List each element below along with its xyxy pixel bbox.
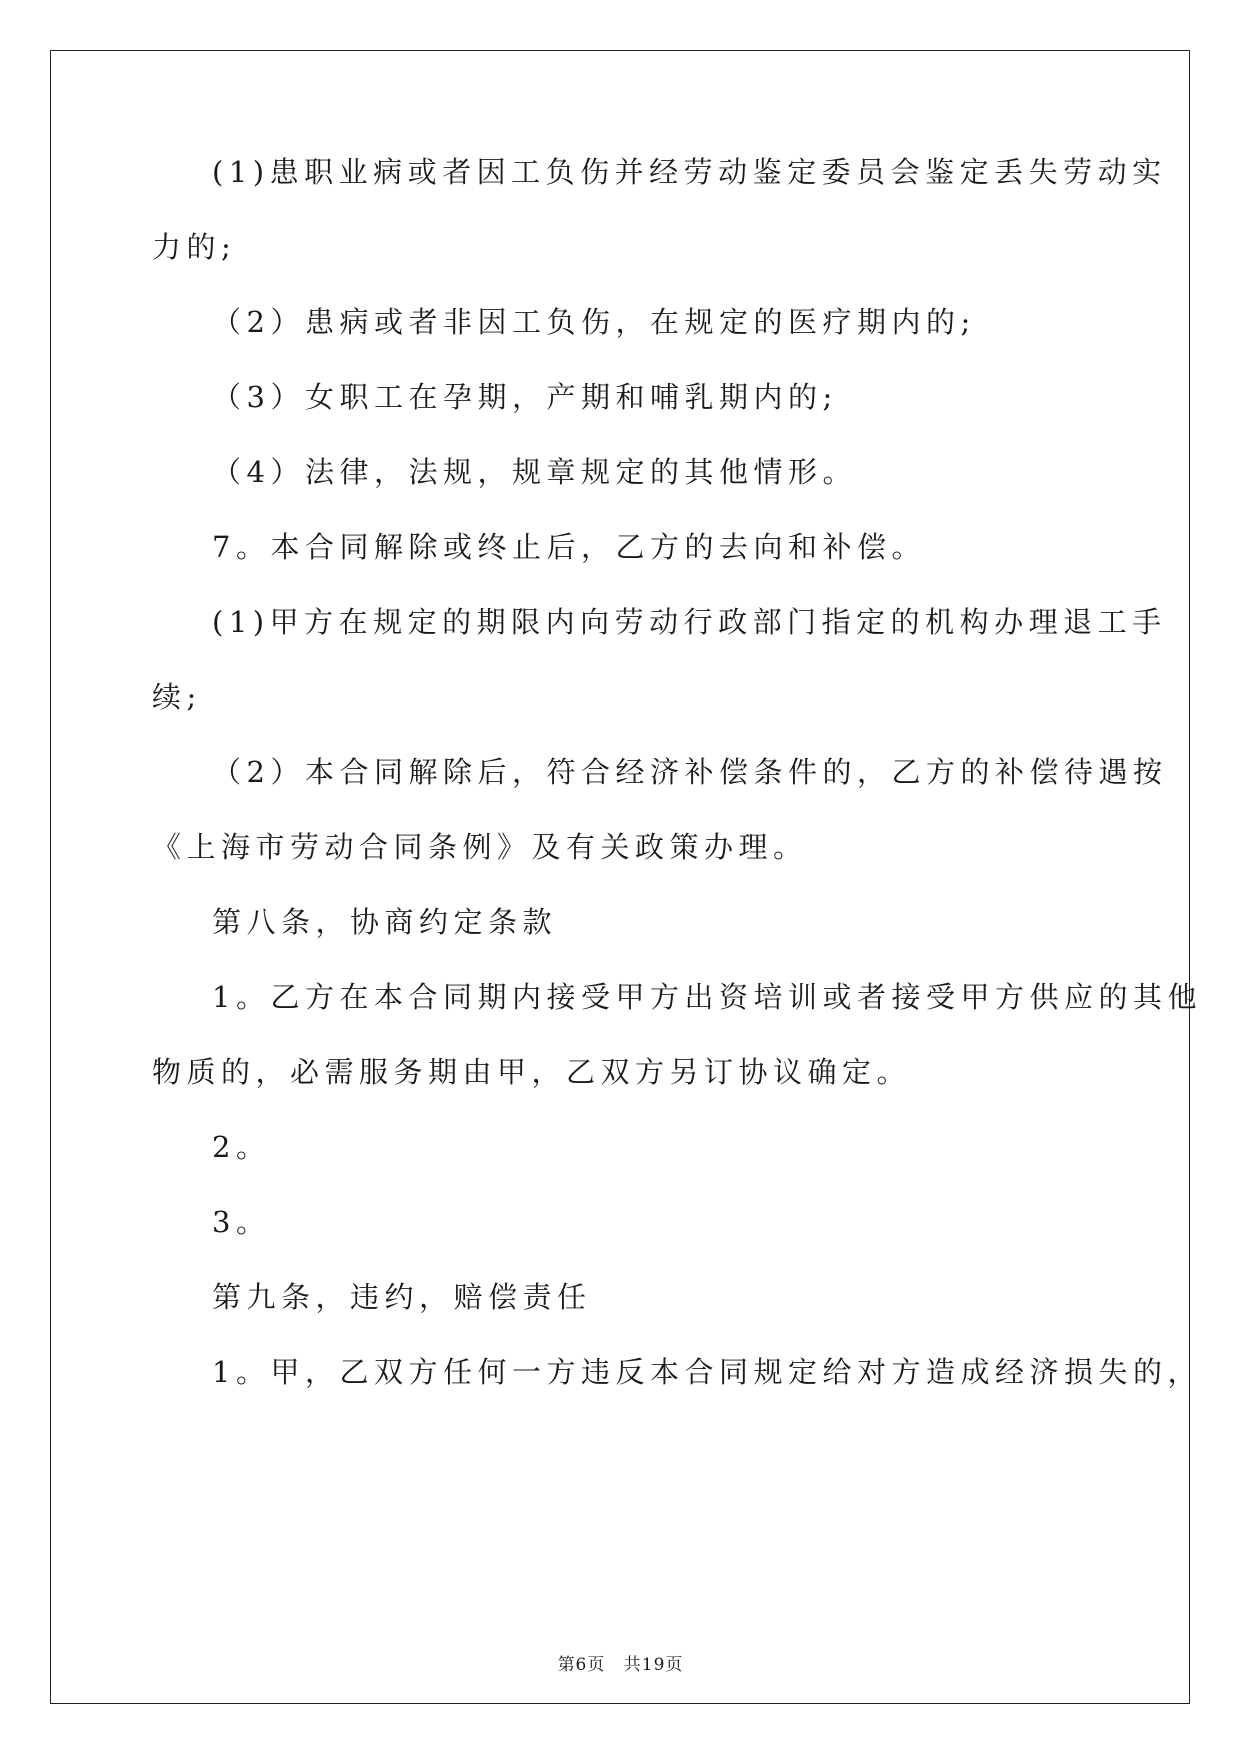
page-border: [50, 50, 1190, 1704]
section-heading: 第九条，违约，赔偿责任: [212, 1280, 592, 1314]
text-line: （2）患病或者非因工负伤，在规定的医疗期内的;: [212, 305, 976, 339]
section-heading: 第八条，协商约定条款: [212, 905, 558, 939]
page-footer: [0, 1650, 1241, 1675]
page-number: 第6页: [557, 1655, 606, 1675]
text-line: 2。: [212, 1130, 271, 1164]
text-line: 力的;: [152, 230, 237, 264]
text-line: (1)患职业病或者因工负伤并经劳动鉴定委员会鉴定丢失劳动实: [212, 155, 1167, 189]
text-line: (1)甲方在规定的期限内向劳动行政部门指定的机构办理退工手: [212, 605, 1167, 639]
text-line: 续;: [152, 680, 202, 714]
text-line: （4）法律，法规，规章规定的其他情形。: [212, 455, 857, 489]
page-total: 共19页: [623, 1655, 684, 1675]
text-line: 1。乙方在本合同期内接受甲方出资培训或者接受甲方供应的其他: [212, 980, 1202, 1014]
text-line: 《上海市劳动合同条例》及有关政策办理。: [152, 830, 808, 864]
text-line: 7。本合同解除或终止后，乙方的去向和补偿。: [212, 530, 926, 564]
text-line: （2）本合同解除后，符合经济补偿条件的，乙方的补偿待遇按: [212, 755, 1168, 789]
text-line: 物质的，必需服务期由甲，乙双方另订协议确定。: [152, 1055, 912, 1089]
text-line: 3。: [212, 1205, 271, 1239]
text-line: （3）女职工在孕期，产期和哺乳期内的;: [212, 380, 838, 414]
text-line: 1。甲，乙双方任何一方违反本合同规定给对方造成经济损失的，: [212, 1355, 1202, 1389]
